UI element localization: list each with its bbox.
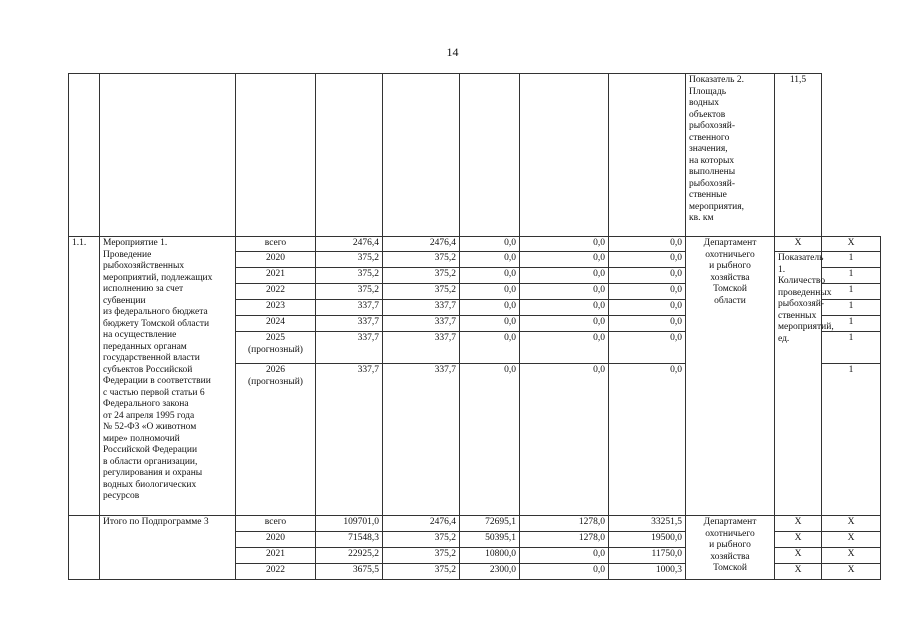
indicator-cell: X	[775, 237, 822, 252]
total-cell: 22925,2	[316, 548, 383, 564]
extra-cell: 0,0	[609, 284, 686, 300]
regional-cell: 0,0	[460, 237, 520, 252]
extra-cell: 0,0	[609, 300, 686, 316]
local-cell: 1278,0	[520, 532, 609, 548]
local-cell: 0,0	[520, 316, 609, 332]
local-cell: 0,0	[520, 332, 609, 364]
extra-cell: 0,0	[609, 237, 686, 252]
extra-cell: 11750,0	[609, 548, 686, 564]
indicator-value: X	[822, 564, 881, 580]
total-cell: 109701,0	[316, 516, 383, 532]
cell-empty	[69, 74, 100, 237]
local-cell: 1278,0	[520, 516, 609, 532]
total-cell: 337,7	[316, 332, 383, 364]
federal-cell: 337,7	[383, 316, 460, 332]
extra-cell: 0,0	[609, 316, 686, 332]
local-cell: 0,0	[520, 284, 609, 300]
extra-cell: 33251,5	[609, 516, 686, 532]
local-cell: 0,0	[520, 548, 609, 564]
cell-empty	[236, 74, 316, 237]
indicator-cell: X	[775, 532, 822, 548]
measure-number: 1.1.	[69, 237, 100, 516]
cell-empty	[609, 74, 686, 237]
measure-title: Мероприятие 1. Проведение рыбохозяйственных мероприятий, подлежащих исполнению за счет субвенции из федерального бюджета бюджету Томской области на осуществление переданных органам государственной власти субъектов Российской Федерации в соответствии с частью первой статьи 6 Федерального закона от 24 апреля 1995 года № 52-ФЗ «О животном мире» полномочий Российской Федерации в области организации, регулирования и охраны водных биологических ресурсов	[100, 237, 236, 516]
local-cell: 0,0	[520, 237, 609, 252]
extra-cell: 19500,0	[609, 532, 686, 548]
total-cell: 375,2	[316, 268, 383, 284]
regional-cell: 72695,1	[460, 516, 520, 532]
indicator-value: 1	[822, 364, 881, 516]
indicator-value: X	[822, 532, 881, 548]
indicator-cell: X	[775, 548, 822, 564]
table-row	[69, 516, 881, 532]
regional-cell: 0,0	[460, 332, 520, 364]
executor-cell: Департамент охотничьего и рыбного хозяйства Томской	[686, 516, 775, 580]
regional-cell: 0,0	[460, 364, 520, 516]
indicator-value: 11,5	[775, 74, 822, 237]
federal-cell: 375,2	[383, 252, 460, 268]
total-cell: 375,2	[316, 252, 383, 268]
year-cell: 2022	[236, 284, 316, 300]
year-cell: всего	[236, 237, 316, 252]
cell-empty	[100, 74, 236, 237]
total-cell: 337,7	[316, 364, 383, 516]
indicator-value: 1	[822, 316, 881, 332]
indicator-value: 1	[822, 332, 881, 364]
extra-cell: 0,0	[609, 332, 686, 364]
federal-cell: 375,2	[383, 268, 460, 284]
regional-cell: 0,0	[460, 316, 520, 332]
federal-cell: 375,2	[383, 564, 460, 580]
indicator-value: 1	[822, 252, 881, 268]
cell-empty	[460, 74, 520, 237]
cell-empty	[383, 74, 460, 237]
local-cell: 0,0	[520, 300, 609, 316]
total-title: Итого по Подпрограмме 3	[100, 516, 236, 580]
year-cell: 2024	[236, 316, 316, 332]
extra-cell: 1000,3	[609, 564, 686, 580]
year-cell: всего	[236, 516, 316, 532]
page-number: 14	[446, 45, 459, 59]
regional-cell: 50395,1	[460, 532, 520, 548]
extra-cell: 0,0	[609, 364, 686, 516]
regional-cell: 0,0	[460, 300, 520, 316]
year-cell: 2020	[236, 532, 316, 548]
indicator-value: X	[822, 548, 881, 564]
year-cell: 2022	[236, 564, 316, 580]
year-cell: 2020	[236, 252, 316, 268]
year-cell: 2025 (прогнозный)	[236, 332, 316, 364]
indicator-cell: X	[775, 516, 822, 532]
regional-cell: 0,0	[460, 252, 520, 268]
indicator-cell: Показатель 2. Площадь водных объектов рыбохозяй- ственного значения, на которых выполнены рыбохозяй- ственные мероприятия, кв. км	[686, 74, 775, 237]
local-cell: 0,0	[520, 364, 609, 516]
year-cell: 2021	[236, 548, 316, 564]
total-cell: 375,2	[316, 284, 383, 300]
cell-empty	[520, 74, 609, 237]
extra-cell: 0,0	[609, 252, 686, 268]
total-cell: 3675,5	[316, 564, 383, 580]
indicator-value: 1	[822, 300, 881, 316]
indicator-cell: X	[775, 564, 822, 580]
federal-cell: 2476,4	[383, 516, 460, 532]
year-cell: 2023	[236, 300, 316, 316]
federal-cell: 375,2	[383, 548, 460, 564]
year-cell: 2021	[236, 268, 316, 284]
table-row	[69, 74, 881, 237]
total-cell: 2476,4	[316, 237, 383, 252]
local-cell: 0,0	[520, 252, 609, 268]
regional-cell: 2300,0	[460, 564, 520, 580]
indicator-value: 1	[822, 284, 881, 300]
local-cell: 0,0	[520, 564, 609, 580]
federal-cell: 2476,4	[383, 237, 460, 252]
table-row	[69, 237, 881, 252]
total-cell: 71548,3	[316, 532, 383, 548]
cell-empty	[316, 74, 383, 237]
federal-cell: 337,7	[383, 364, 460, 516]
federal-cell: 337,7	[383, 332, 460, 364]
cell-empty	[69, 516, 100, 580]
extra-cell: 0,0	[609, 268, 686, 284]
subprogram-table	[68, 73, 881, 580]
indicator-value: X	[822, 516, 881, 532]
total-cell: 337,7	[316, 300, 383, 316]
federal-cell: 337,7	[383, 300, 460, 316]
regional-cell: 0,0	[460, 268, 520, 284]
regional-cell: 10800,0	[460, 548, 520, 564]
year-cell: 2026 (прогнозный)	[236, 364, 316, 516]
indicator-cell: Показатель 1. Количество проведенных рыбохозяй- ственных мероприятий, ед.	[775, 252, 822, 516]
indicator-value: X	[822, 237, 881, 252]
regional-cell: 0,0	[460, 284, 520, 300]
local-cell: 0,0	[520, 268, 609, 284]
indicator-value: 1	[822, 268, 881, 284]
federal-cell: 375,2	[383, 284, 460, 300]
federal-cell: 375,2	[383, 532, 460, 548]
executor-cell: Департамент охотничьего и рыбного хозяйства Томской области	[686, 237, 775, 516]
total-cell: 337,7	[316, 316, 383, 332]
